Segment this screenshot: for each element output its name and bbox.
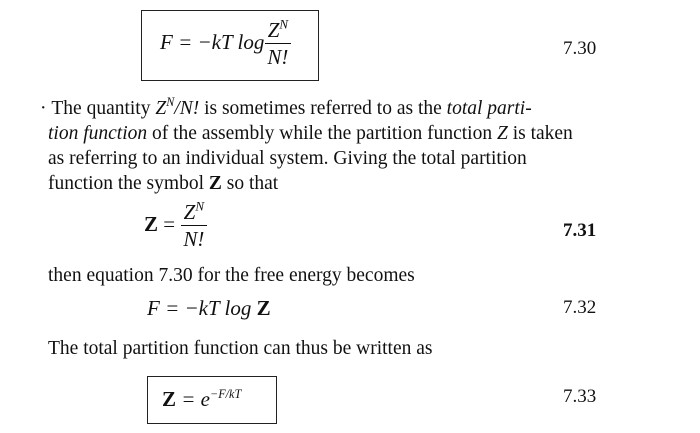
eq730-num-base: Z bbox=[267, 18, 280, 42]
eq730-num-sup: N bbox=[279, 16, 289, 32]
equation-7-33 bbox=[162, 387, 241, 412]
eq733-lhs: Z bbox=[162, 387, 177, 411]
paragraph-total-partition-function bbox=[40, 95, 618, 196]
eq731-lhs: Z bbox=[144, 211, 159, 236]
eq732-lhs: F bbox=[147, 296, 160, 320]
eq732-z: Z bbox=[256, 296, 271, 320]
equation-number-7-30: 7.30 bbox=[563, 38, 597, 59]
equation-7-31 bbox=[144, 198, 207, 251]
eq731-num-sup: N bbox=[195, 198, 205, 214]
para1-line-2: tion function of the assembly while the partition function Z is taken bbox=[48, 123, 573, 144]
equation-7-33-box bbox=[147, 376, 277, 424]
eq730-den: N! bbox=[267, 45, 289, 69]
eq730-lhs: F bbox=[160, 29, 173, 54]
para1-line-3: as referring to an individual system. Giving the total partition bbox=[48, 148, 527, 169]
equation-7-30 bbox=[160, 16, 291, 69]
eq731-rel: = bbox=[163, 211, 176, 236]
equation-number-7-31: 7.31 bbox=[563, 220, 597, 241]
eq731-num-base: Z bbox=[183, 200, 196, 224]
equation-number-7-33: 7.33 bbox=[563, 386, 597, 407]
paragraph-written-as: The total partition function can thus be written as bbox=[48, 338, 433, 359]
eq732-rel: = −kT log bbox=[165, 296, 252, 320]
equation-number-7-32: 7.32 bbox=[563, 297, 597, 318]
para1-line-1: · The quantity $Z^N/N$! is sometimes referred to as the total parti- bbox=[40, 95, 532, 119]
eq730-rel: = −kT log bbox=[178, 29, 265, 54]
equation-7-32 bbox=[147, 296, 271, 321]
paragraph-free-energy: then equation 7.30 for the free energy becomes bbox=[48, 265, 415, 286]
equation-7-30-box bbox=[141, 10, 319, 81]
eq730-fraction bbox=[264, 16, 291, 69]
eq731-den: N! bbox=[183, 227, 205, 251]
eq733-sup: −F/kT bbox=[210, 387, 242, 402]
eq733-rel: = e bbox=[181, 387, 211, 411]
eq731-fraction bbox=[180, 198, 207, 251]
para1-line-4: function the symbol Z so that bbox=[48, 173, 279, 194]
